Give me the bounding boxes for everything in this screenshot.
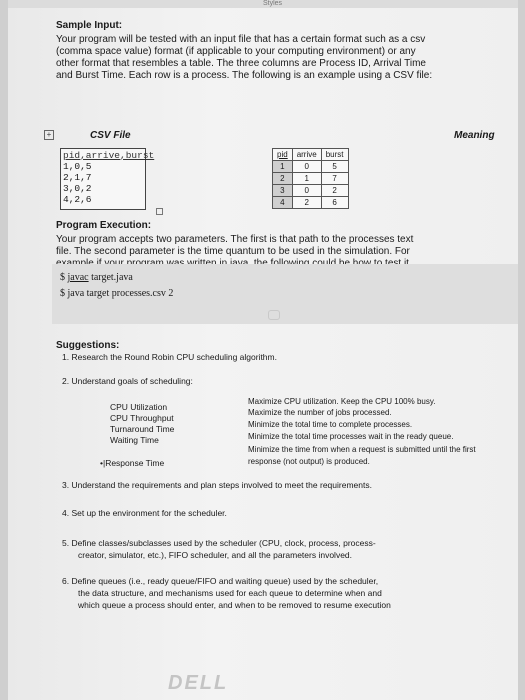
sample-input-line-3: other format that resembles a table. The three columns are Process ID, Arrival Time bbox=[56, 58, 426, 69]
table-header-row bbox=[273, 149, 349, 161]
prompt-symbol: $ bbox=[60, 272, 68, 283]
metric-turnaround-time: Turnaround Time bbox=[110, 424, 175, 434]
command-rest: target.java bbox=[88, 272, 133, 283]
desc-cpu-utilization: Maximize CPU utilization. Keep the CPU 100% busy. bbox=[248, 397, 436, 406]
program-execution-line-2: file. The second parameter is the time quantum to be used in the simulation. For bbox=[56, 246, 410, 257]
sample-input-title: Sample Input: bbox=[56, 20, 123, 31]
dell-logo: DELL bbox=[168, 672, 229, 694]
table-row bbox=[273, 161, 349, 173]
suggestions-title: Suggestions: bbox=[56, 340, 120, 351]
program-execution-line-1: Your program accepts two parameters. The first is that path to the processes text bbox=[56, 234, 414, 245]
program-execution-title: Program Execution: bbox=[56, 220, 152, 231]
suggestion-item-6-line-2: the data structure, and mechanisms used for each queue to determine when and bbox=[78, 588, 382, 598]
cell-arrive: 2 bbox=[292, 197, 321, 209]
pen-cursor-icon bbox=[268, 310, 280, 320]
table-row bbox=[273, 173, 349, 185]
desc-cpu-throughput: Maximize the number of jobs processed. bbox=[248, 408, 392, 417]
table-resize-handle[interactable] bbox=[156, 208, 163, 215]
desc-response-time-1: Minimize the time from when a request is submitted until the first bbox=[248, 445, 476, 454]
metric-cpu-throughput: CPU Throughput bbox=[110, 413, 174, 423]
document-page bbox=[8, 0, 518, 700]
csv-row: 1,0,5 bbox=[63, 161, 92, 172]
col-burst: burst bbox=[321, 149, 348, 161]
suggestion-item-5-line-1: 5. Define classes/subclasses used by the scheduler (CPU, clock, process, process- bbox=[62, 538, 376, 548]
cell-pid: 4 bbox=[273, 197, 293, 209]
csv-header-line: pid,arrive,burst bbox=[63, 150, 155, 161]
metric-response-time: •|Response Time bbox=[100, 458, 165, 468]
suggestion-item-6-line-1: 6. Define queues (i.e., ready queue/FIFO and waiting queue) used by the scheduler, bbox=[62, 576, 379, 586]
command-javac bbox=[60, 272, 133, 283]
meaning-label: Meaning bbox=[454, 130, 495, 141]
cell-pid: 2 bbox=[273, 173, 293, 185]
cell-burst: 7 bbox=[321, 173, 348, 185]
csv-file-box bbox=[60, 148, 155, 210]
desc-response-time-2: response (not output) is produced. bbox=[248, 457, 370, 466]
cell-burst: 5 bbox=[321, 161, 348, 173]
cell-pid: 1 bbox=[273, 161, 293, 173]
cell-burst: 2 bbox=[321, 185, 348, 197]
metric-response-time-label: Response Time bbox=[105, 458, 165, 468]
csv-row: 2,1,7 bbox=[63, 172, 92, 183]
suggestion-item-5-line-2: creator, simulator, etc.), FIFO scheduler, and all the parameters involved. bbox=[78, 550, 353, 560]
desc-turnaround-time: Minimize the total time to complete processes. bbox=[248, 420, 413, 429]
table-row bbox=[273, 185, 349, 197]
desc-waiting-time: Minimize the total time processes wait in the ready queue. bbox=[248, 432, 454, 441]
cell-pid: 3 bbox=[273, 185, 293, 197]
sample-input-line-1: Your program will be tested with an input file that has a certain format such as a csv bbox=[56, 34, 426, 45]
csv-row: 4,2,6 bbox=[63, 194, 92, 205]
cell-arrive: 0 bbox=[292, 161, 321, 173]
cell-burst: 6 bbox=[321, 197, 348, 209]
table-move-icon[interactable]: + bbox=[44, 130, 54, 140]
table-row bbox=[273, 197, 349, 209]
suggestion-item-3: 3. Understand the requirements and plan steps involved to meet the requirements. bbox=[62, 480, 372, 490]
cell-arrive: 1 bbox=[292, 173, 321, 185]
styles-tab[interactable]: Styles bbox=[263, 0, 283, 7]
col-arrive: arrive bbox=[292, 149, 321, 161]
col-pid: pid bbox=[273, 149, 293, 161]
command-java: $ java target processes.csv 2 bbox=[60, 288, 174, 299]
sample-input-line-2: (comma space value) format (if applicable to your computing environment) or any bbox=[56, 46, 416, 57]
csv-file-label: CSV File bbox=[90, 130, 131, 141]
suggestion-item-2: 2. Understand goals of scheduling: bbox=[62, 376, 193, 386]
suggestion-item-6-line-3: which queue a process should enter, and when to be removed to resume execution bbox=[78, 600, 391, 610]
csv-row: 3,0,2 bbox=[63, 183, 92, 194]
metric-cpu-utilization: CPU Utilization bbox=[110, 402, 168, 412]
metric-waiting-time: Waiting Time bbox=[110, 435, 159, 445]
cell-arrive: 0 bbox=[292, 185, 321, 197]
meaning-table bbox=[272, 148, 349, 209]
sample-input-line-4: and Burst Time. Each row is a process. The following is an example using a CSV file: bbox=[56, 70, 433, 81]
javac-word: javac bbox=[67, 272, 89, 283]
suggestion-item-4: 4. Set up the environment for the scheduler. bbox=[62, 508, 227, 518]
suggestion-item-1: 1. Research the Round Robin CPU scheduling algorithm. bbox=[62, 352, 277, 362]
